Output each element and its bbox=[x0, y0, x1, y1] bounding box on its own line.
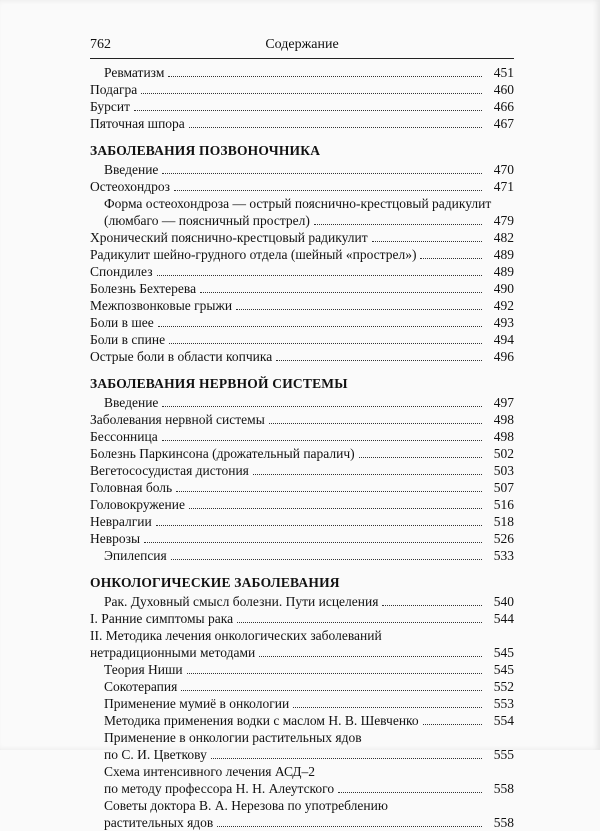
entry-page-number: 471 bbox=[493, 179, 514, 194]
dot-leader bbox=[162, 172, 482, 174]
entry-page-number: 558 bbox=[493, 781, 514, 796]
toc-entry bbox=[90, 297, 514, 314]
entry-page-number: 498 bbox=[493, 429, 514, 444]
dot-leader bbox=[157, 274, 482, 276]
dot-leader bbox=[276, 359, 482, 361]
entry-label: по методу профессора Н. Н. Алеутского bbox=[104, 781, 335, 796]
entry-label: Подагра bbox=[90, 82, 138, 97]
entry-row bbox=[90, 644, 514, 661]
entry-row bbox=[90, 98, 514, 115]
dot-leader bbox=[269, 422, 482, 424]
toc-entry bbox=[90, 411, 514, 428]
entry-row bbox=[90, 513, 514, 530]
entry-page-number: 544 bbox=[493, 611, 514, 626]
entry-page-number: 494 bbox=[493, 332, 514, 347]
entry-page-number: 502 bbox=[493, 446, 514, 461]
dot-leader bbox=[211, 757, 482, 759]
entry-row bbox=[90, 229, 514, 246]
toc-entry bbox=[90, 445, 514, 462]
toc-entry bbox=[90, 547, 514, 564]
entry-row bbox=[90, 297, 514, 314]
dot-leader bbox=[189, 507, 482, 509]
dot-leader bbox=[141, 92, 482, 94]
toc-entry bbox=[90, 64, 514, 81]
entry-row bbox=[90, 547, 514, 564]
entry-page-number: 507 bbox=[493, 480, 514, 495]
entry-page-number: 545 bbox=[493, 645, 514, 660]
entry-page-number: 555 bbox=[493, 747, 514, 762]
entry-row bbox=[90, 428, 514, 445]
dot-leader bbox=[134, 109, 482, 111]
dot-leader bbox=[372, 240, 482, 242]
dot-leader bbox=[176, 490, 482, 492]
toc-entry bbox=[90, 729, 514, 763]
dot-leader bbox=[420, 257, 482, 259]
toc-entry bbox=[90, 428, 514, 445]
entry-label: Пяточная шпора bbox=[90, 116, 185, 131]
section-title: ЗАБОЛЕВАНИЯ НЕРВНОЙ СИСТЕМЫ bbox=[90, 376, 348, 391]
entry-page-number: 460 bbox=[493, 82, 514, 97]
entry-row bbox=[90, 462, 514, 479]
entry-row bbox=[90, 479, 514, 496]
entry-row bbox=[90, 530, 514, 547]
entry-row bbox=[90, 496, 514, 513]
entry-row bbox=[90, 411, 514, 428]
entry-label: Боли в спине bbox=[90, 332, 166, 347]
dot-leader bbox=[236, 308, 482, 310]
toc-entry bbox=[90, 98, 514, 115]
entry-row bbox=[90, 212, 514, 229]
entry-label: Неврозы bbox=[90, 531, 141, 546]
toc-entry bbox=[90, 610, 514, 627]
dot-leader bbox=[168, 75, 482, 77]
entry-row bbox=[90, 593, 514, 610]
entry-page-number: 490 bbox=[493, 281, 514, 296]
running-header bbox=[90, 37, 514, 59]
entry-page-number: 503 bbox=[493, 463, 514, 478]
toc-entry bbox=[90, 331, 514, 348]
entry-label: Эпилепсия bbox=[104, 548, 167, 563]
dot-leader bbox=[217, 825, 482, 827]
dot-leader bbox=[144, 541, 482, 543]
entry-page-number: 482 bbox=[493, 230, 514, 245]
toc-entry bbox=[90, 229, 514, 246]
entry-row bbox=[90, 661, 514, 678]
section-title: ЗАБОЛЕВАНИЯ ПОЗВОНОЧНИКА bbox=[90, 143, 321, 158]
entry-row bbox=[90, 280, 514, 297]
entry-label: нетрадиционными методами bbox=[90, 645, 256, 660]
entry-page-number: 467 bbox=[493, 116, 514, 131]
entry-row bbox=[90, 712, 514, 729]
entry-label: Заболевания нервной системы bbox=[90, 412, 265, 427]
dot-leader bbox=[156, 524, 482, 526]
entry-label-line: Применение в онкологии растительных ядов bbox=[104, 730, 362, 745]
toc-section bbox=[90, 64, 514, 132]
entry-label-line: Советы доктора В. А. Нерезова по употреблению bbox=[104, 798, 388, 813]
toc-entry bbox=[90, 246, 514, 263]
entry-row bbox=[90, 445, 514, 462]
dot-leader bbox=[162, 439, 482, 441]
toc-section bbox=[90, 142, 514, 365]
entry-row bbox=[90, 394, 514, 411]
entry-label: Бессонница bbox=[90, 429, 158, 444]
entry-row bbox=[90, 246, 514, 263]
toc-entry bbox=[90, 115, 514, 132]
entry-page-number: 553 bbox=[493, 696, 514, 711]
toc-entry bbox=[90, 462, 514, 479]
entry-label-line: II. Методика лечения онкологических заболеваний bbox=[90, 628, 382, 643]
entry-page-number: 498 bbox=[493, 412, 514, 427]
entry-row bbox=[90, 314, 514, 331]
toc-entry bbox=[90, 496, 514, 513]
dot-leader bbox=[382, 604, 482, 606]
toc-entry bbox=[90, 661, 514, 678]
toc-entry bbox=[90, 314, 514, 331]
entry-page-number: 451 bbox=[493, 65, 514, 80]
entry-label-line: Схема интенсивного лечения АСД–2 bbox=[104, 764, 316, 779]
dot-leader bbox=[171, 558, 482, 560]
toc-entry bbox=[90, 479, 514, 496]
entry-label: (люмбаго — поясничный прострел) bbox=[104, 213, 310, 228]
entry-row bbox=[90, 64, 514, 81]
toc-entry bbox=[90, 678, 514, 695]
entry-row bbox=[90, 814, 514, 831]
entry-page-number: 545 bbox=[493, 662, 514, 677]
entry-label: I. Ранние симптомы рака bbox=[90, 611, 234, 626]
toc-entry bbox=[90, 161, 514, 178]
entry-label: Применение мумиё в онкологии bbox=[104, 696, 290, 711]
entry-label: растительных ядов bbox=[104, 815, 214, 830]
entry-page-number: 540 bbox=[493, 594, 514, 609]
entry-row bbox=[90, 746, 514, 763]
dot-leader bbox=[253, 473, 482, 475]
entry-page-number: 492 bbox=[493, 298, 514, 313]
entry-row bbox=[90, 610, 514, 627]
entry-row bbox=[90, 331, 514, 348]
toc-entry bbox=[90, 695, 514, 712]
toc-entry bbox=[90, 593, 514, 610]
dot-leader bbox=[293, 706, 482, 708]
toc-entry bbox=[90, 530, 514, 547]
entry-label: Радикулит шейно-грудного отдела (шейный «прострел») bbox=[90, 247, 417, 262]
running-title: Содержание bbox=[265, 37, 339, 52]
entry-page-number: 552 bbox=[493, 679, 514, 694]
entry-page-number: 489 bbox=[493, 264, 514, 279]
entry-label: Остеохондроз bbox=[90, 179, 170, 194]
entry-label: Методика применения водки с маслом Н. В. Шевченко bbox=[104, 713, 419, 728]
entry-page-number: 558 bbox=[493, 815, 514, 830]
entry-row bbox=[90, 678, 514, 695]
dot-leader bbox=[423, 723, 482, 725]
dot-leader bbox=[162, 405, 482, 407]
toc-entry bbox=[90, 263, 514, 280]
entry-label: Введение bbox=[104, 162, 159, 177]
entry-label: Болезнь Паркинсона (дрожательный паралич) bbox=[90, 446, 355, 461]
entry-page-number: 497 bbox=[493, 395, 514, 410]
toc-entry bbox=[90, 348, 514, 365]
entry-label: Острые боли в области копчика bbox=[90, 349, 273, 364]
entry-row bbox=[90, 161, 514, 178]
entry-label: Теория Ниши bbox=[104, 662, 183, 677]
entry-label: по С. И. Цветкову bbox=[104, 747, 207, 762]
entry-row bbox=[90, 81, 514, 98]
toc-entry bbox=[90, 394, 514, 411]
dot-leader bbox=[169, 342, 482, 344]
dot-leader bbox=[200, 291, 482, 293]
entry-label: Введение bbox=[104, 395, 159, 410]
dot-leader bbox=[338, 791, 482, 793]
entry-label: Вегетососудистая дистония bbox=[90, 463, 249, 478]
entry-page-number: 496 bbox=[493, 349, 514, 364]
entry-row bbox=[90, 263, 514, 280]
section-title: ОНКОЛОГИЧЕСКИЕ ЗАБОЛЕВАНИЯ bbox=[90, 575, 340, 590]
entry-row bbox=[90, 695, 514, 712]
entry-label: Спондилез bbox=[90, 264, 153, 279]
entry-label-line: Форма остеохондроза — острый пояснично-крестцовый радикулит bbox=[104, 196, 492, 211]
entry-label: Ревматизм bbox=[104, 65, 165, 80]
entry-label: Хронический пояснично-крестцовый радикулит bbox=[90, 230, 368, 245]
entry-label: Боли в шее bbox=[90, 315, 154, 330]
entry-row bbox=[90, 178, 514, 195]
entry-page-number: 518 bbox=[493, 514, 514, 529]
entry-label: Межпозвонковые грыжи bbox=[90, 298, 233, 313]
toc-entry bbox=[90, 280, 514, 297]
entry-label: Бурсит bbox=[90, 99, 131, 114]
toc-entry bbox=[90, 195, 514, 229]
page-number: 762 bbox=[90, 37, 111, 52]
entry-label: Головная боль bbox=[90, 480, 173, 495]
entry-row bbox=[90, 780, 514, 797]
dot-leader bbox=[259, 655, 482, 657]
dot-leader bbox=[158, 325, 482, 327]
entry-page-number: 479 bbox=[493, 213, 514, 228]
toc-entry bbox=[90, 797, 514, 831]
dot-leader bbox=[359, 456, 482, 458]
entry-page-number: 533 bbox=[493, 548, 514, 563]
dot-leader bbox=[237, 621, 482, 623]
entry-label: Болезнь Бехтерева bbox=[90, 281, 197, 296]
entry-label: Головокружение bbox=[90, 497, 185, 512]
dot-leader bbox=[314, 223, 482, 225]
entry-page-number: 493 bbox=[493, 315, 514, 330]
toc-entry bbox=[90, 513, 514, 530]
entry-page-number: 554 bbox=[493, 713, 514, 728]
entry-page-number: 516 bbox=[493, 497, 514, 512]
table-of-contents bbox=[90, 64, 514, 831]
entry-row bbox=[90, 115, 514, 132]
dot-leader bbox=[187, 672, 482, 674]
toc-entry bbox=[90, 81, 514, 98]
toc-section bbox=[90, 375, 514, 564]
entry-page-number: 466 bbox=[493, 99, 514, 114]
header-rule bbox=[90, 58, 514, 59]
toc-entry bbox=[90, 627, 514, 661]
entry-page-number: 470 bbox=[493, 162, 514, 177]
dot-leader bbox=[189, 126, 482, 128]
toc-entry bbox=[90, 178, 514, 195]
toc-entry bbox=[90, 763, 514, 797]
dot-leader bbox=[174, 189, 482, 191]
toc-section bbox=[90, 574, 514, 831]
entry-page-number: 489 bbox=[493, 247, 514, 262]
entry-row bbox=[90, 348, 514, 365]
entry-label: Невралгии bbox=[90, 514, 152, 529]
toc-entry bbox=[90, 712, 514, 729]
entry-label: Рак. Духовный смысл болезни. Пути исцеления bbox=[104, 594, 379, 609]
dot-leader bbox=[181, 689, 482, 691]
entry-label: Сокотерапия bbox=[104, 679, 178, 694]
entry-page-number: 526 bbox=[493, 531, 514, 546]
